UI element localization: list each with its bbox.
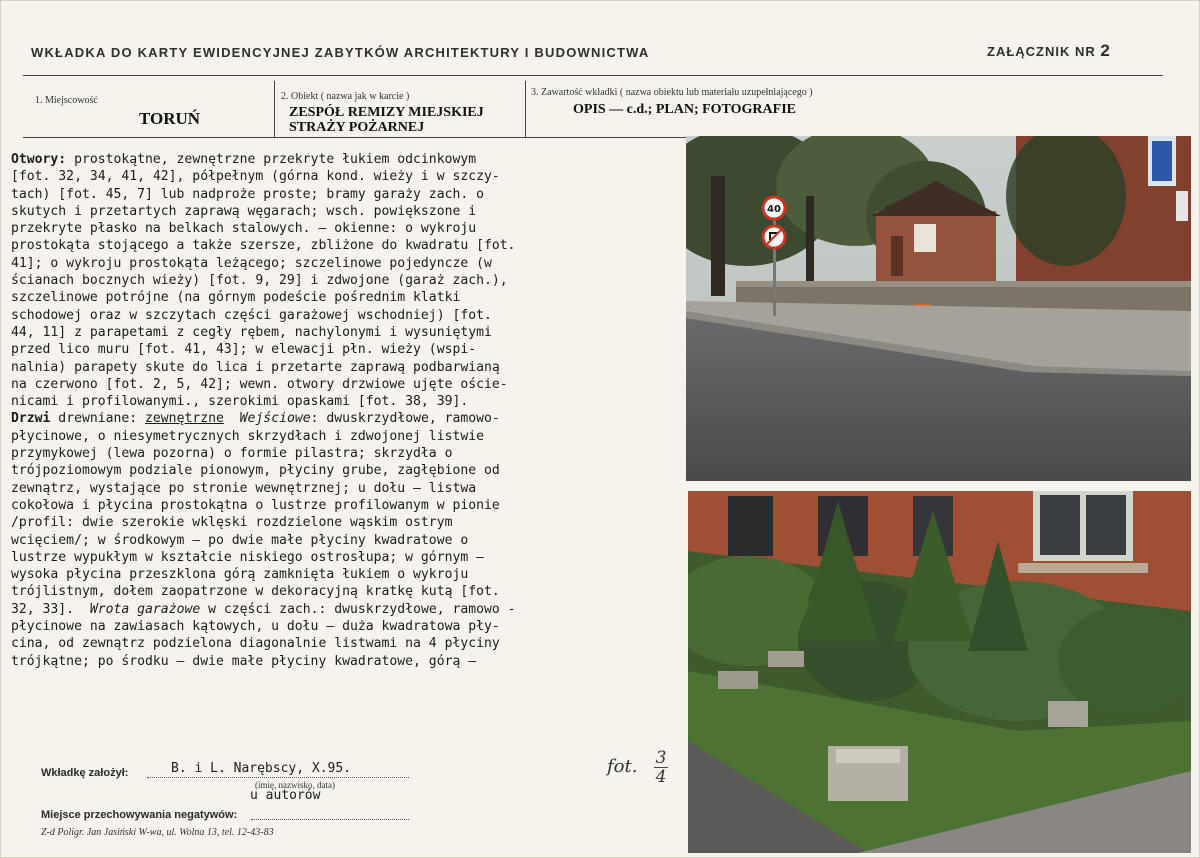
handwritten-photo-note: fot. (607, 756, 638, 777)
body-line: lustrze wypukłym w kształcie niskiego ostrosłupa; w górnym — (11, 549, 484, 565)
locality-label: 1. Miejscowość (35, 95, 98, 106)
photo-street-view (686, 136, 1191, 481)
body-line: trójlistnym, dołem zaopatrzone w dekoracyjną kratkę kutą [fot. (11, 584, 500, 600)
header-title: WKŁADKA DO KARTY EWIDENCYJNEJ ZABYTKÓW ARCHITEKTURY I BUDOWNICTWA (31, 45, 650, 60)
body-line: tach) [fot. 45, 7] lub nadproże proste; bramy garaży zach. o (11, 186, 484, 202)
body-line: [fot. 32, 34, 41, 42], półpełnym (górna kond. wieży i w szczy- (11, 169, 500, 185)
body-line-text: w części zach.: dwuskrzydłowe, ramowo - (200, 601, 516, 617)
body-line: zewnątrz, wystające po stronie wewnętrznej; u dołu — listwa (11, 480, 477, 496)
body-line: szczelinowe potrójne (na górnym podeście pośrednim klatki (11, 290, 461, 306)
body-line: przymykowej (lewa pozorna) o formie pilastra; skrzydła o (11, 446, 453, 462)
garage-heading: Wrota garażowe (89, 601, 201, 617)
author-location: u autorów (250, 788, 321, 803)
body-line: 41]; o wykroju prostokąta leżącego; szczelinowe pojedyncze (w (11, 255, 492, 271)
body-line: prostokąta stojącego a także szersze, zbliżone do kwadratu [fot. (11, 238, 516, 254)
body-line-text: drewniane: (50, 411, 146, 427)
doors-external: zewnętrzne (145, 411, 224, 427)
body-line: nalnia) parapety skute do lica i przetarte zaprawą podbarwianą (11, 359, 500, 375)
photo-street-svg (686, 136, 1191, 481)
description-body (11, 151, 676, 670)
body-line (11, 151, 676, 168)
speed-sign-text: 40 (767, 204, 781, 215)
body-line: 44, 11] z parapetami z cegły rębem, nachylonymi i wysuniętymi (11, 324, 492, 340)
body-line-text: prostokątne, zewnętrzne przekryte łukiem odcinkowym (66, 152, 477, 167)
body-line-text (224, 411, 240, 426)
body-line: na czerwono [fot. 2, 5, 42]; wewn. otwory drzwiowe ujęte oście- (11, 376, 508, 392)
body-line: nicami i profilowanymi., szerokimi opaskami [fot. 38, 39]. (11, 394, 469, 410)
body-line: płycinowe, o niesymetrycznych skrzydłach i zdwojonej listwie (11, 428, 484, 444)
object-label: 2. Obiekt ( nazwa jak w karcie ) (281, 91, 410, 102)
body-line: cina, od zewnątrz podzielona diagonalnie listwami na 4 płyciny (11, 636, 500, 652)
author-label: Wkładkę założył: (41, 767, 129, 779)
body-line: /profil: dwie szerokie wklęski rozdzielone wąskim ostrym (11, 515, 453, 531)
object-value-line2: STRAŻY POŻARNEJ (289, 120, 425, 135)
field-divider-2 (525, 81, 526, 137)
negatives-dotted-line (251, 819, 409, 820)
locality-value: TORUŃ (139, 109, 201, 128)
handwritten-fraction (653, 749, 669, 786)
body-line: wysoka płycina przeszklona górą zamknięta łukiem o wykroju (11, 567, 469, 583)
header-rule-top (23, 75, 1163, 76)
photo-garden-view (688, 491, 1191, 853)
field-divider-1 (274, 81, 275, 137)
photo-garden-svg (688, 491, 1191, 853)
author-hint: (imię, nazwisko, data) (255, 780, 335, 790)
body-line: przed lico muru [fot. 41, 43]; w elewacji płn. wieży (wspi- (11, 342, 477, 358)
body-line: wcięciem/; w środkowym — po dwie małe płyciny kwadratowe o (11, 532, 469, 548)
body-line: ścianach bocznych wieży) [fot. 9, 29] i zdwojone (garaż zach.), (11, 273, 508, 289)
author-value: B. i L. Narębscy, X.95. (171, 761, 352, 776)
body-line: schodowej oraz w szczytach części garażowej wschodniej) [fot. (11, 307, 492, 323)
fraction-numerator: 3 (655, 748, 667, 768)
contents-value: OPIS — c.d.; PLAN; FOTOGRAFIE (573, 102, 796, 117)
body-line: płycinowe na zawiasach kątowych, u dołu — duża kwadratowa pły- (11, 619, 500, 635)
body-line: cokołowa i płycina prostokątna o lustrze profilowanym w pionie (11, 497, 500, 513)
body-line: trójpoziomowym podziale pionowym, płyciny grube, zagłębione od (11, 463, 500, 479)
body-line-text: 32, 33]. (11, 601, 75, 617)
object-value-line1: ZESPÓŁ REMIZY MIEJSKIEJ (289, 105, 484, 120)
body-line-text: : dwuskrzydłowe, ramowo- (310, 411, 500, 427)
doors-entry-heading: Wejściowe (239, 411, 311, 427)
fraction-denominator: 4 (655, 767, 667, 787)
annex-label (987, 41, 1111, 61)
contents-label: 3. Zawartość wkładki ( nazwa obiektu lub materiału uzupełniającego ) (531, 87, 813, 98)
body-line: skutych i przetartych zaprawą węgarach; wsch. powiększone i (11, 203, 477, 219)
annex-label-text: ZAŁĄCZNIK NR (987, 44, 1096, 59)
printer-imprint: Z-d Poligr. Jan Jasiński W-wa, ul. Wolna 13, tel. 12-43-83 (41, 827, 274, 838)
annex-number: 2 (1100, 41, 1111, 60)
body-line: przekryte płasko na belkach stalowych. — okienne: o wykroju (11, 221, 477, 237)
doors-heading: Drzwi (11, 411, 51, 427)
openings-heading: Otwory: (11, 152, 67, 167)
body-line: trójkątne; po środku — dwie małe płyciny kwadratowe, górą — (11, 653, 477, 669)
body-line (11, 601, 676, 618)
author-dotted-line (147, 777, 409, 778)
body-line (11, 410, 676, 427)
negatives-label: Miejsce przechowywania negatywów: (41, 809, 238, 821)
